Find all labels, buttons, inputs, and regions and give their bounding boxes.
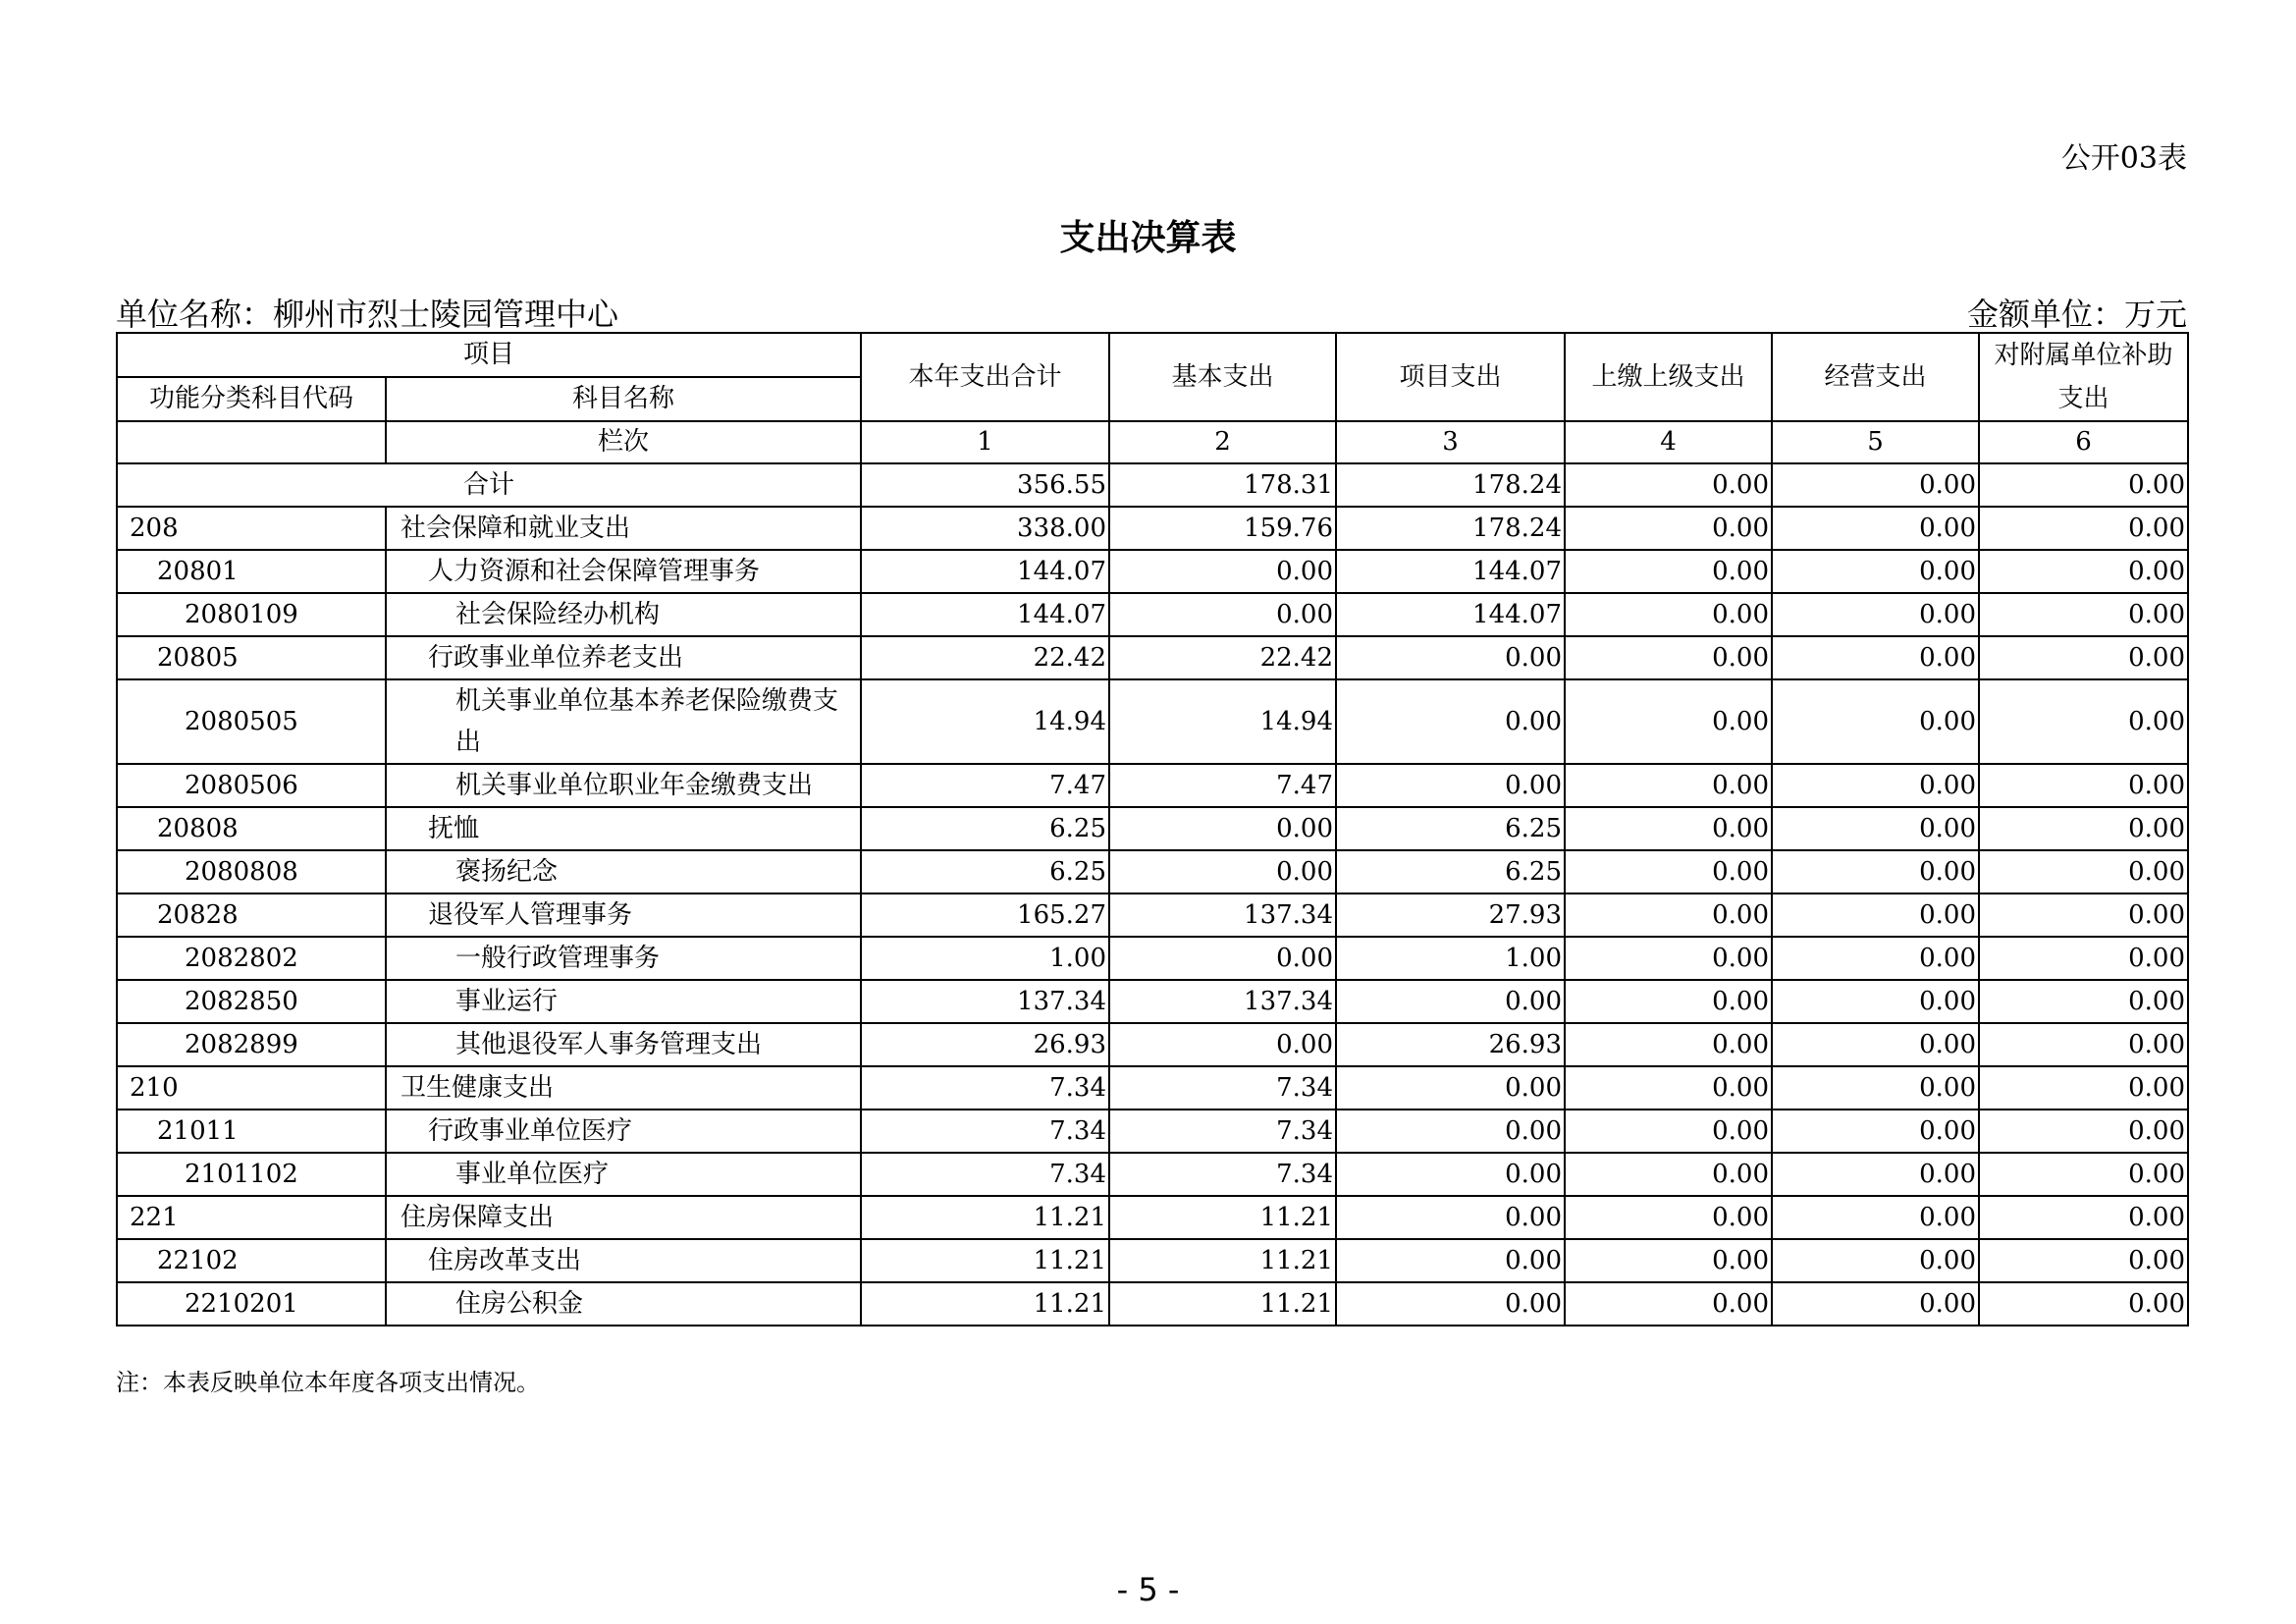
row-value: 0.00 <box>1772 937 1979 980</box>
row-name: 抚恤 <box>386 807 861 850</box>
row-value: 0.00 <box>1565 507 1772 550</box>
header-project: 项目 <box>117 333 861 377</box>
row-value: 0.00 <box>1565 980 1772 1023</box>
page-title: 支出决算表 <box>1059 218 1237 258</box>
row-code: 20828 <box>117 893 386 937</box>
row-name: 住房改革支出 <box>386 1239 861 1282</box>
row-value: 0.00 <box>1565 893 1772 937</box>
row-value: 22.42 <box>861 636 1109 679</box>
expense-table <box>116 332 2189 1326</box>
total-value: 178.24 <box>1336 463 1565 507</box>
column-num: 1 <box>861 421 1109 463</box>
column-num: 5 <box>1772 421 1979 463</box>
total-value: 356.55 <box>861 463 1109 507</box>
table-row <box>117 1153 2188 1196</box>
row-name: 褒扬纪念 <box>386 850 861 893</box>
row-name: 社会保障和就业支出 <box>386 507 861 550</box>
row-value: 0.00 <box>1336 679 1565 764</box>
total-value: 0.00 <box>1772 463 1979 507</box>
row-value: 0.00 <box>1109 850 1336 893</box>
row-name: 人力资源和社会保障管理事务 <box>386 550 861 593</box>
table-note: 注：本表反映单位本年度各项支出情况。 <box>116 1369 540 1396</box>
row-value: 0.00 <box>1979 1110 2188 1153</box>
row-value: 0.00 <box>1109 1023 1336 1066</box>
row-value: 22.42 <box>1109 636 1336 679</box>
row-code: 221 <box>117 1196 386 1239</box>
header-project-expense: 项目支出 <box>1336 333 1565 421</box>
row-name: 事业运行 <box>386 980 861 1023</box>
row-value: 0.00 <box>1336 764 1565 807</box>
header-upper: 上缴上级支出 <box>1565 333 1772 421</box>
row-value: 0.00 <box>1772 1110 1979 1153</box>
table-row <box>117 850 2188 893</box>
row-value: 165.27 <box>861 893 1109 937</box>
header-basic: 基本支出 <box>1109 333 1336 421</box>
row-value: 0.00 <box>1979 850 2188 893</box>
row-name: 卫生健康支出 <box>386 1066 861 1110</box>
row-value: 144.07 <box>1336 593 1565 636</box>
table-row <box>117 893 2188 937</box>
row-value: 0.00 <box>1565 593 1772 636</box>
row-value: 0.00 <box>1979 507 2188 550</box>
row-value: 0.00 <box>1772 679 1979 764</box>
amount-unit: 金额单位：万元 <box>1966 296 2187 333</box>
row-code: 2080808 <box>117 850 386 893</box>
row-name: 一般行政管理事务 <box>386 937 861 980</box>
row-value: 0.00 <box>1565 636 1772 679</box>
table-row <box>117 1239 2188 1282</box>
row-value: 0.00 <box>1336 1282 1565 1326</box>
row-value: 0.00 <box>1109 550 1336 593</box>
row-value: 0.00 <box>1565 937 1772 980</box>
row-value: 144.07 <box>861 593 1109 636</box>
row-value: 0.00 <box>1979 807 2188 850</box>
row-code: 2082802 <box>117 937 386 980</box>
row-value: 0.00 <box>1565 764 1772 807</box>
row-value: 0.00 <box>1979 1282 2188 1326</box>
row-value: 0.00 <box>1772 1153 1979 1196</box>
row-value: 0.00 <box>1565 807 1772 850</box>
row-value: 0.00 <box>1336 1066 1565 1110</box>
row-value: 1.00 <box>861 937 1109 980</box>
row-code: 20805 <box>117 636 386 679</box>
row-value: 11.21 <box>861 1239 1109 1282</box>
row-code: 2080109 <box>117 593 386 636</box>
row-value: 11.21 <box>861 1282 1109 1326</box>
row-code: 22102 <box>117 1239 386 1282</box>
row-value: 0.00 <box>1772 1066 1979 1110</box>
row-code: 2210201 <box>117 1282 386 1326</box>
row-value: 159.76 <box>1109 507 1336 550</box>
row-value: 7.34 <box>861 1066 1109 1110</box>
row-value: 0.00 <box>1565 1153 1772 1196</box>
row-value: 7.34 <box>1109 1110 1336 1153</box>
row-value: 0.00 <box>1979 593 2188 636</box>
header-code: 功能分类科目代码 <box>117 377 386 421</box>
row-value: 0.00 <box>1979 550 2188 593</box>
table-row <box>117 937 2188 980</box>
row-value: 0.00 <box>1772 636 1979 679</box>
table-row <box>117 679 2188 764</box>
row-value: 0.00 <box>1979 1239 2188 1282</box>
row-value: 6.25 <box>1336 807 1565 850</box>
row-value: 0.00 <box>1772 807 1979 850</box>
row-value: 0.00 <box>1336 636 1565 679</box>
row-value: 11.21 <box>1109 1239 1336 1282</box>
row-name: 住房公积金 <box>386 1282 861 1326</box>
row-name: 住房保障支出 <box>386 1196 861 1239</box>
row-value: 0.00 <box>1565 550 1772 593</box>
header-name: 科目名称 <box>386 377 861 421</box>
unit-name: 单位名称：柳州市烈士陵园管理中心 <box>116 296 619 333</box>
row-value: 144.07 <box>1336 550 1565 593</box>
total-value: 0.00 <box>1979 463 2188 507</box>
row-code: 210 <box>117 1066 386 1110</box>
row-value: 0.00 <box>1109 937 1336 980</box>
row-code: 2101102 <box>117 1153 386 1196</box>
header-business: 经营支出 <box>1772 333 1979 421</box>
row-value: 0.00 <box>1336 1196 1565 1239</box>
row-value: 11.21 <box>1109 1196 1336 1239</box>
form-code: 公开03表 <box>2060 141 2187 176</box>
row-value: 27.93 <box>1336 893 1565 937</box>
row-value: 1.00 <box>1336 937 1565 980</box>
row-value: 6.25 <box>861 850 1109 893</box>
header-total-expense: 本年支出合计 <box>861 333 1109 421</box>
row-code: 2080505 <box>117 679 386 764</box>
column-index-blank <box>117 421 386 463</box>
row-name: 退役军人管理事务 <box>386 893 861 937</box>
row-value: 0.00 <box>1772 550 1979 593</box>
row-name: 其他退役军人事务管理支出 <box>386 1023 861 1066</box>
row-value: 0.00 <box>1772 764 1979 807</box>
column-num: 3 <box>1336 421 1565 463</box>
row-value: 0.00 <box>1772 507 1979 550</box>
table-row <box>117 1023 2188 1066</box>
row-value: 178.24 <box>1336 507 1565 550</box>
row-value: 0.00 <box>1565 1239 1772 1282</box>
row-value: 137.34 <box>1109 893 1336 937</box>
total-value: 0.00 <box>1565 463 1772 507</box>
column-num: 4 <box>1565 421 1772 463</box>
header-row-1 <box>117 333 2188 377</box>
row-value: 0.00 <box>1772 1196 1979 1239</box>
row-value: 0.00 <box>1979 937 2188 980</box>
table-row <box>117 1110 2188 1153</box>
row-value: 338.00 <box>861 507 1109 550</box>
row-value: 7.34 <box>1109 1153 1336 1196</box>
row-value: 0.00 <box>1979 636 2188 679</box>
row-value: 7.47 <box>861 764 1109 807</box>
row-value: 7.34 <box>1109 1066 1336 1110</box>
total-label: 合计 <box>117 463 861 507</box>
row-value: 0.00 <box>1565 1023 1772 1066</box>
row-value: 0.00 <box>1565 1196 1772 1239</box>
row-value: 0.00 <box>1979 1023 2188 1066</box>
row-value: 0.00 <box>1336 980 1565 1023</box>
column-index-label: 栏次 <box>386 421 861 463</box>
row-value: 0.00 <box>1565 679 1772 764</box>
row-value: 0.00 <box>1979 764 2188 807</box>
row-value: 0.00 <box>1772 593 1979 636</box>
row-value: 0.00 <box>1772 980 1979 1023</box>
row-value: 26.93 <box>861 1023 1109 1066</box>
row-value: 14.94 <box>861 679 1109 764</box>
row-value: 26.93 <box>1336 1023 1565 1066</box>
row-value: 137.34 <box>1109 980 1336 1023</box>
row-value: 0.00 <box>1336 1153 1565 1196</box>
table-row <box>117 1282 2188 1326</box>
row-value: 11.21 <box>861 1196 1109 1239</box>
row-value: 6.25 <box>1336 850 1565 893</box>
row-value: 6.25 <box>861 807 1109 850</box>
total-value: 178.31 <box>1109 463 1336 507</box>
row-name: 行政事业单位医疗 <box>386 1110 861 1153</box>
row-code: 20808 <box>117 807 386 850</box>
row-value: 137.34 <box>861 980 1109 1023</box>
column-index-row <box>117 421 2188 463</box>
row-value: 0.00 <box>1772 1239 1979 1282</box>
table-row <box>117 1196 2188 1239</box>
total-row <box>117 463 2188 507</box>
table-row <box>117 593 2188 636</box>
row-value: 0.00 <box>1772 1023 1979 1066</box>
row-name: 机关事业单位基本养老保险缴费支出 <box>386 679 861 764</box>
table-row <box>117 807 2188 850</box>
page-number: - 5 - <box>1116 1571 1180 1608</box>
row-value: 0.00 <box>1979 1196 2188 1239</box>
row-name: 机关事业单位职业年金缴费支出 <box>386 764 861 807</box>
row-value: 14.94 <box>1109 679 1336 764</box>
table-row <box>117 507 2188 550</box>
row-value: 7.47 <box>1109 764 1336 807</box>
table-row <box>117 1066 2188 1110</box>
row-value: 7.34 <box>861 1110 1109 1153</box>
row-value: 0.00 <box>1565 850 1772 893</box>
row-value: 0.00 <box>1979 980 2188 1023</box>
table-row <box>117 980 2188 1023</box>
row-code: 2082850 <box>117 980 386 1023</box>
row-value: 0.00 <box>1565 1282 1772 1326</box>
row-value: 0.00 <box>1336 1110 1565 1153</box>
row-name: 行政事业单位养老支出 <box>386 636 861 679</box>
row-value: 0.00 <box>1979 679 2188 764</box>
table-row <box>117 636 2188 679</box>
row-value: 11.21 <box>1109 1282 1336 1326</box>
row-value: 7.34 <box>861 1153 1109 1196</box>
row-code: 2080506 <box>117 764 386 807</box>
column-num: 6 <box>1979 421 2188 463</box>
row-value: 0.00 <box>1979 1066 2188 1110</box>
table-row <box>117 764 2188 807</box>
row-name: 社会保险经办机构 <box>386 593 861 636</box>
row-value: 0.00 <box>1772 850 1979 893</box>
column-num: 2 <box>1109 421 1336 463</box>
row-value: 0.00 <box>1565 1066 1772 1110</box>
row-value: 0.00 <box>1336 1239 1565 1282</box>
row-value: 0.00 <box>1772 1282 1979 1326</box>
row-value: 0.00 <box>1979 1153 2188 1196</box>
row-value: 0.00 <box>1772 893 1979 937</box>
row-value: 144.07 <box>861 550 1109 593</box>
row-value: 0.00 <box>1109 593 1336 636</box>
row-code: 2082899 <box>117 1023 386 1066</box>
table-row <box>117 550 2188 593</box>
row-name: 事业单位医疗 <box>386 1153 861 1196</box>
row-value: 0.00 <box>1565 1110 1772 1153</box>
row-value: 0.00 <box>1979 893 2188 937</box>
row-code: 20801 <box>117 550 386 593</box>
row-value: 0.00 <box>1109 807 1336 850</box>
row-code: 208 <box>117 507 386 550</box>
row-code: 21011 <box>117 1110 386 1153</box>
header-subsidy: 对附属单位补助支出 <box>1979 333 2188 421</box>
